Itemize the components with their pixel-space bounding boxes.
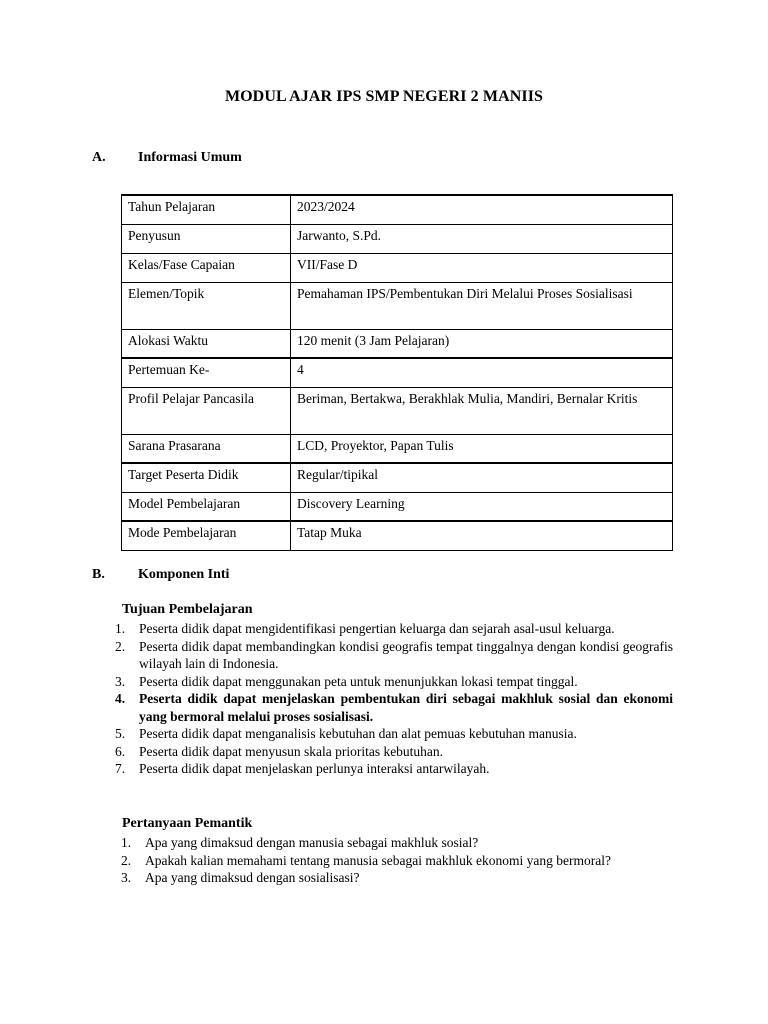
list-text: Peserta didik dapat membandingkan kondisi geografis tempat tinggalnya dengan kondisi geografis wilayah lain di Indonesia. (139, 638, 673, 671)
table-row (122, 387, 673, 434)
table-row (122, 434, 673, 463)
row-label: Elemen/Topik (122, 282, 291, 329)
list-text: Peserta didik dapat menjelaskan perlunya interaksi antarwilayah. (139, 761, 490, 776)
list-text: Peserta didik dapat menyusun skala prioritas kebutuhan. (139, 743, 444, 759)
row-label: Penyusun (122, 224, 291, 253)
table-row (122, 492, 673, 521)
table-row (122, 521, 673, 550)
list-text: Peserta didik dapat menjelaskan pembentukan diri sebagai makhluk sosial dan ekonomi yang bermoral melalui proses sosialisasi. (139, 691, 673, 724)
list-number: 3. (115, 673, 126, 689)
list-number: 1. (115, 621, 126, 636)
list-item (115, 638, 673, 673)
table-row (122, 195, 673, 224)
row-value: Jarwanto, S.Pd. (291, 224, 673, 253)
row-label: Alokasi Waktu (122, 329, 291, 358)
row-value: Pemahaman IPS/Pembentukan Diri Melalui Proses Sosialisasi (291, 282, 673, 329)
row-label: Sarana Prasarana (122, 434, 291, 463)
pemantik-heading: Pertanyaan Pemantik (122, 816, 253, 831)
document-title: MODUL AJAR IPS SMP NEGERI 2 MANIIS (224, 88, 544, 105)
table-row (122, 224, 673, 253)
table-row (122, 329, 673, 358)
table-row (122, 253, 673, 282)
list-item (115, 620, 673, 638)
table-row (122, 282, 673, 329)
list-item (115, 673, 673, 691)
row-value: 4 (291, 358, 673, 387)
section-b-title: Komponen Inti (138, 567, 230, 582)
row-value: Tatap Muka (291, 521, 673, 550)
table-row (122, 463, 673, 492)
section-b-heading (92, 567, 229, 583)
row-value: VII/Fase D (291, 253, 673, 282)
list-item (115, 760, 673, 778)
row-value: 120 menit (3 Jam Pelajaran) (291, 329, 673, 358)
list-item (115, 690, 673, 725)
row-label: Pertemuan Ke- (122, 358, 291, 387)
list-text: Peserta didik dapat menggunakan peta untuk menunjukkan lokasi tempat tinggal. (139, 673, 578, 689)
row-value: Discovery Learning (291, 492, 673, 521)
section-b-letter: B. (92, 567, 105, 582)
list-number: 2. (121, 852, 132, 868)
list-item (115, 743, 673, 761)
tujuan-heading: Tujuan Pembelajaran (122, 602, 253, 617)
table-row (122, 358, 673, 387)
info-table (121, 194, 673, 551)
list-number: 4. (115, 691, 126, 706)
list-item (115, 725, 673, 743)
list-text: Peserta didik dapat mengidentifikasi pengertian keluarga dan sejarah asal-usul keluarga. (139, 621, 615, 636)
row-label: Tahun Pelajaran (122, 195, 291, 224)
row-label: Model Pembelajaran (122, 492, 291, 521)
list-number: 3. (121, 870, 132, 885)
row-value: LCD, Proyektor, Papan Tulis (291, 434, 673, 463)
list-text: Apakah kalian memahami tentang manusia sebagai makhluk ekonomi yang bermoral? (145, 852, 611, 868)
section-a-heading (92, 150, 242, 166)
list-text: Apa yang dimaksud dengan sosialisasi? (145, 870, 360, 885)
list-item (121, 852, 645, 870)
list-number: 2. (115, 638, 126, 654)
row-value: Regular/tipikal (291, 463, 673, 492)
list-text: Apa yang dimaksud dengan manusia sebagai makhluk sosial? (145, 835, 479, 850)
list-number: 6. (115, 743, 126, 759)
list-item (121, 834, 645, 852)
row-value: Beriman, Bertakwa, Berakhlak Mulia, Mandiri, Bernalar Kritis (291, 387, 673, 434)
row-label: Profil Pelajar Pancasila (122, 387, 291, 434)
section-a-letter: A. (92, 150, 106, 165)
row-label: Mode Pembelajaran (122, 521, 291, 550)
section-a-title: Informasi Umum (138, 150, 242, 165)
list-number: 7. (115, 761, 126, 776)
pemantik-list (121, 834, 645, 887)
list-text: Peserta didik dapat menganalisis kebutuhan dan alat pemuas kebutuhan manusia. (139, 726, 577, 741)
list-number: 1. (121, 835, 132, 850)
row-label: Kelas/Fase Capaian (122, 253, 291, 282)
row-label: Target Peserta Didik (122, 463, 291, 492)
tujuan-list (115, 620, 673, 778)
list-item (121, 869, 645, 887)
row-value: 2023/2024 (291, 195, 673, 224)
list-number: 5. (115, 726, 126, 741)
